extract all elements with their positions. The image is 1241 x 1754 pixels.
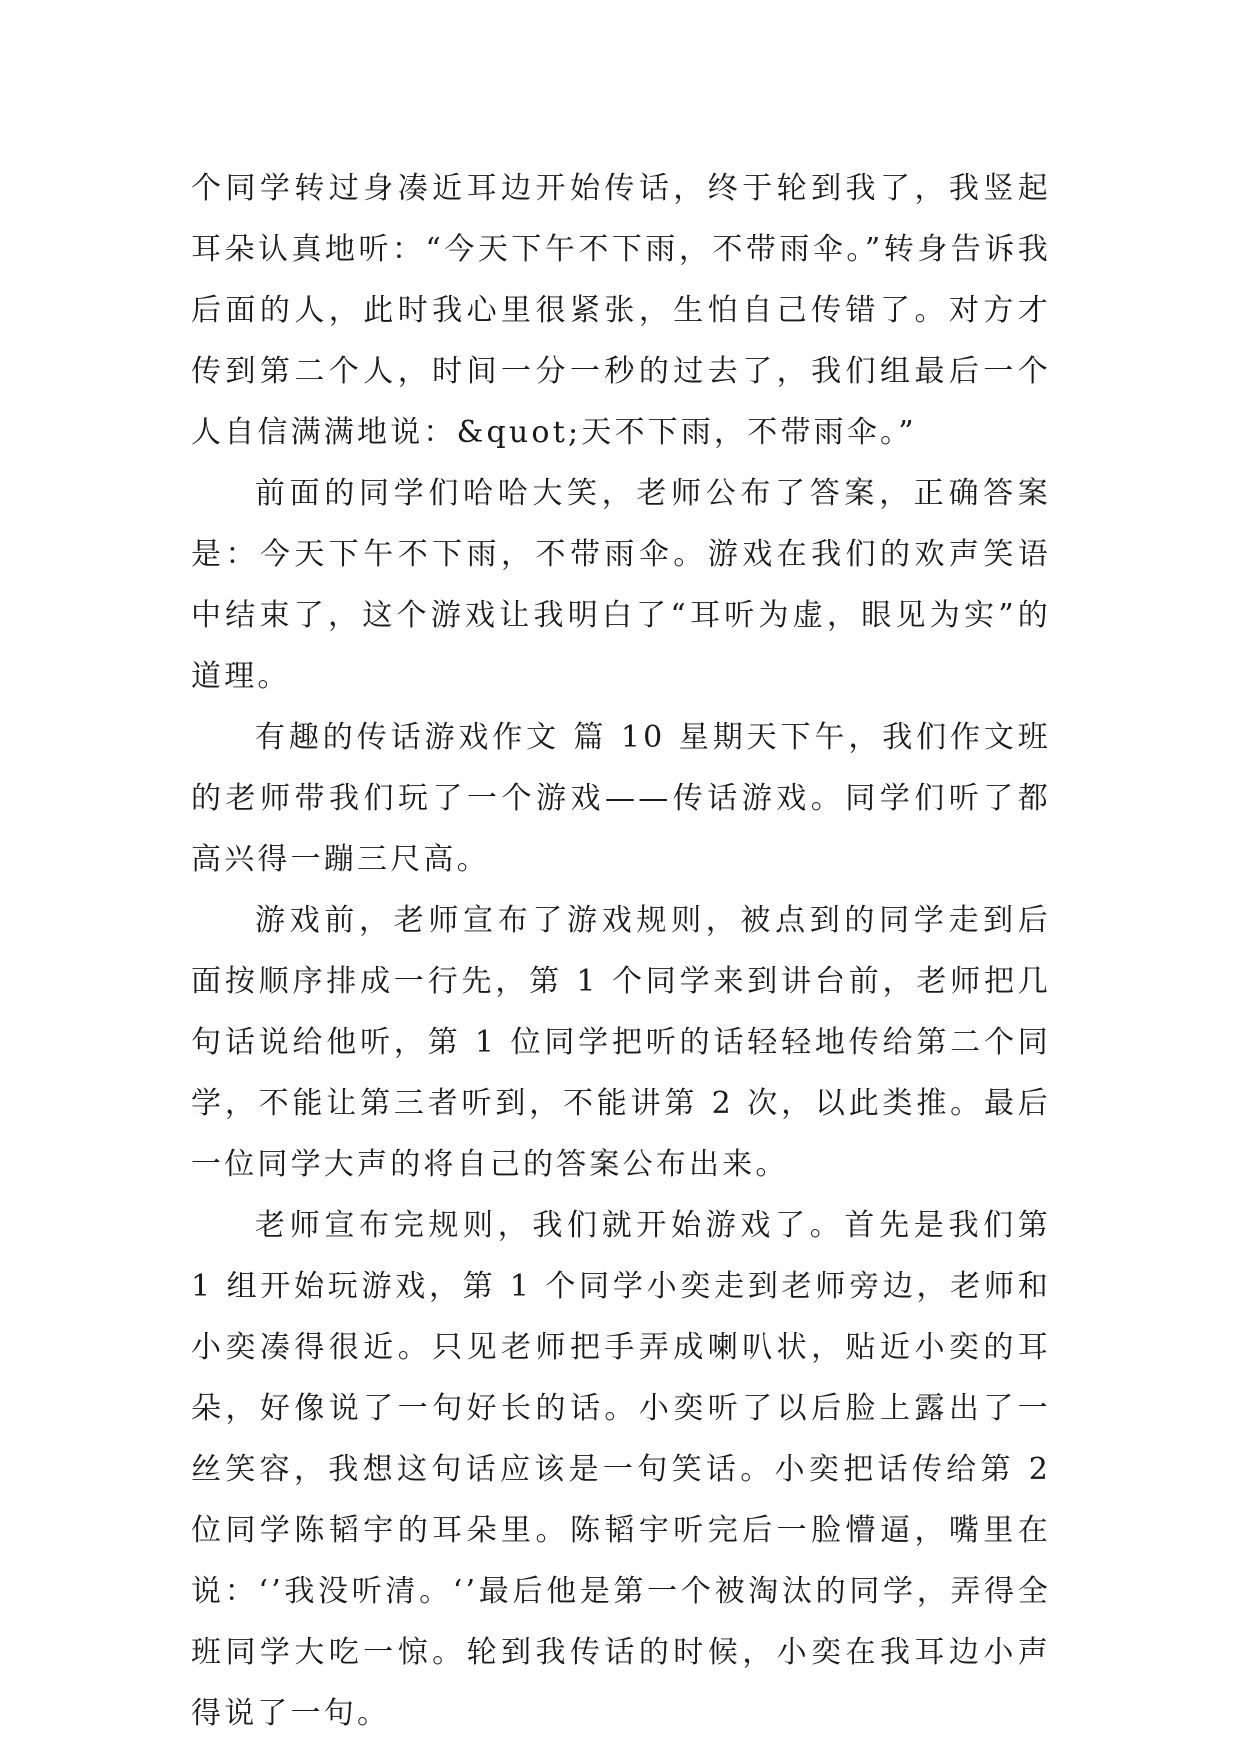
paragraph-3: 有趣的传话游戏作文 篇 10 星期天下午，我们作文班的老师带我们玩了一个游戏——传话游戏。同学们听了都高兴得一蹦三尺高。 (191, 720, 1051, 877)
document-body (191, 158, 1051, 1744)
paragraph-5: 老师宣布完规则，我们就开始游戏了。首先是我们第 1 组开始玩游戏，第 1 个同学小奕走到老师旁边，老师和小奕凑得很近。只见老师把手弄成喇叭状，贴近小奕的耳朵，好像说了一句好长的话。小奕听了以后脸上露出了一丝笑容，我想这句话应该是一句笑话。小奕把话传给第 2 位同学陈韬宇的耳朵里。陈韬宇听完后一脸懵逼，嘴里在说：‘’我没听清。‘’最后他是第一个被淘汰的同学，弄得全班同学大吃一惊。轮到我传话的时候，小奕在我耳边小声得说了一句。 (191, 1208, 1051, 1731)
paragraph-1: 个同学转过身凑近耳边开始传话，终于轮到我了，我竖起耳朵认真地听：“今天下午不下雨，不带雨伞。”转身告诉我后面的人，此时我心里很紧张，生怕自己传错了。对方才传到第二个人，时间一分一秒的过去了，我们组最后一个人自信满满地说：&quot;天不下雨，不带雨伞。” (191, 171, 1051, 450)
paragraph-4: 游戏前，老师宣布了游戏规则，被点到的同学走到后面按顺序排成一行先，第 1 个同学来到讲台前，老师把几句话说给他听，第 1 位同学把听的话轻轻地传给第二个同学，不能让第三者听到，不能讲第 2 次，以此类推。最后一位同学大声的将自己的答案公布出来。 (191, 903, 1051, 1182)
paragraph-2: 前面的同学们哈哈大笑，老师公布了答案，正确答案是：今天下午不下雨，不带雨伞。游戏在我们的欢声笑语中结束了，这个游戏让我明白了“耳听为虚，眼见为实”的道理。 (191, 476, 1051, 694)
